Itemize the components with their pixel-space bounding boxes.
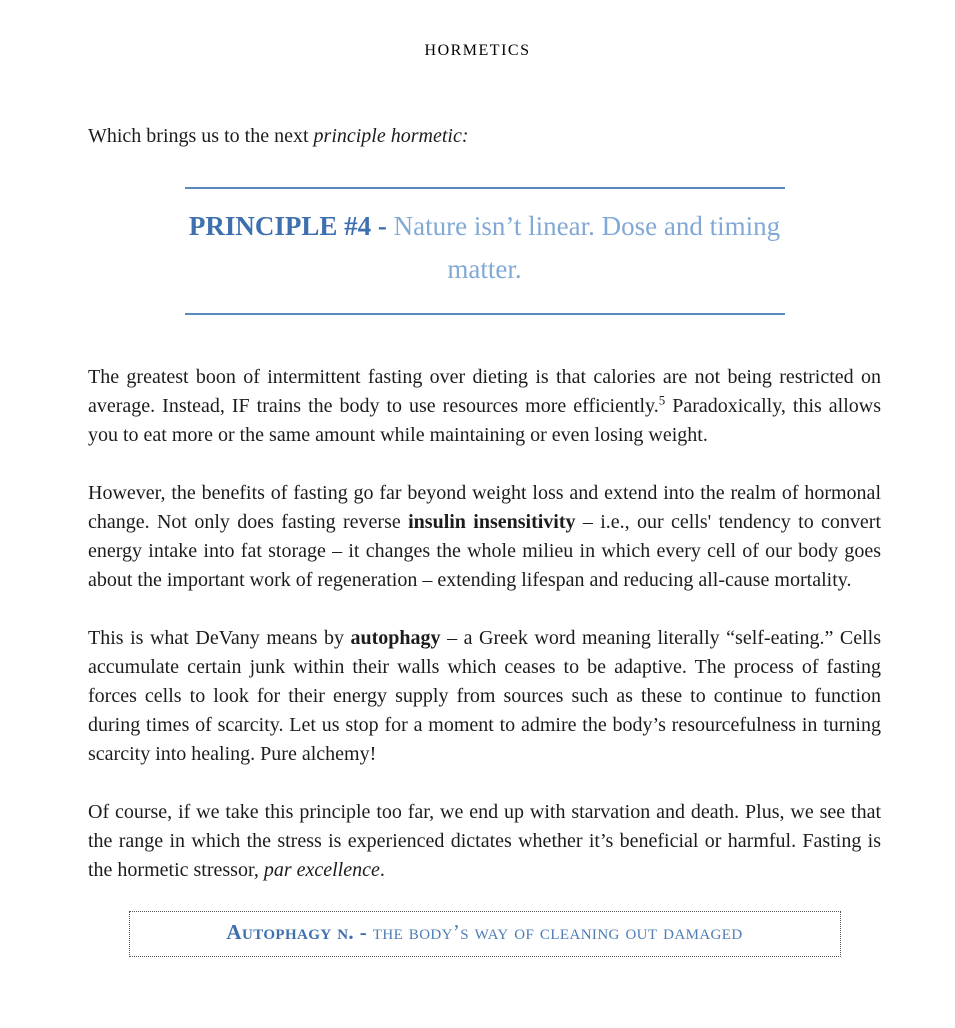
body-copy bbox=[88, 363, 881, 885]
paragraph-4-text: Of course, if we take this principle too far, we end up with starvation and death. Plus, we see that the range in which the stress is experienced dictates whether it’s beneficial or harmful. Fasting is the hormetic stressor, bbox=[88, 801, 881, 881]
intro-paragraph bbox=[88, 122, 881, 151]
paragraph-3-text-cont: – a Greek word meaning literally “self-eating.” Cells accumulate certain junk within their walls which ceases to be adaptive. The process of fasting forces cells to look for their energy supply from sources such as these to continue to function during times of scarcity. Let us stop for a moment to admire the body’s resourcefulness in turning scarcity into healing. Pure alchemy! bbox=[88, 627, 881, 765]
paragraph-2 bbox=[88, 479, 881, 595]
intro-emphasis: principle hormetic: bbox=[313, 125, 469, 147]
definition-text: the body’s way of cleaning out damaged bbox=[372, 920, 743, 944]
paragraph-1 bbox=[88, 363, 881, 450]
definition-box-autophagy bbox=[129, 911, 841, 957]
principle-heading bbox=[180, 189, 790, 313]
definition-term: Autophagy n. - bbox=[226, 920, 373, 944]
italic-phrase-par-excellence: par excellence bbox=[263, 859, 380, 881]
running-header: HORMETICS bbox=[424, 42, 531, 59]
footnote-ref-5: 5 bbox=[658, 392, 666, 408]
bottom-rule bbox=[185, 313, 785, 315]
bold-term-autophagy: autophagy bbox=[350, 627, 441, 649]
paragraph-4-text-end: . bbox=[379, 859, 385, 881]
paragraph-3 bbox=[88, 624, 881, 769]
principle-number: PRINCIPLE #4 - bbox=[188, 211, 394, 241]
paragraph-2-text-cont: – i.e., our cells' tendency to convert energy intake into fat storage – it changes the whole milieu in which every cell of our body goes about the important work of regeneration – extending lifespan and reducing all-cause mortality. bbox=[88, 511, 882, 591]
paragraph-2-text: However, the benefits of fasting go far beyond weight loss and extend into the realm of hormonal change. Not only does fasting reverse bbox=[88, 482, 881, 533]
paragraph-3-text: This is what DeVany means by bbox=[88, 627, 351, 649]
paragraph-1-text-cont: Paradoxically, this allows you to eat more or the same amount while maintaining or even losing weight. bbox=[88, 395, 881, 446]
page-content bbox=[0, 122, 955, 957]
bold-term-insulin-insensitivity: insulin insensitivity bbox=[408, 511, 576, 533]
paragraph-1-text: The greatest boon of intermittent fasting over dieting is that calories are not being restricted on average. Instead, IF trains the body to use resources more efficiently. bbox=[88, 366, 881, 417]
intro-text: Which brings us to the next bbox=[88, 125, 314, 147]
principle-callout bbox=[88, 187, 881, 315]
principle-statement: Nature isn’t linear. Dose and timing matter. bbox=[393, 211, 781, 284]
paragraph-4 bbox=[88, 798, 881, 885]
